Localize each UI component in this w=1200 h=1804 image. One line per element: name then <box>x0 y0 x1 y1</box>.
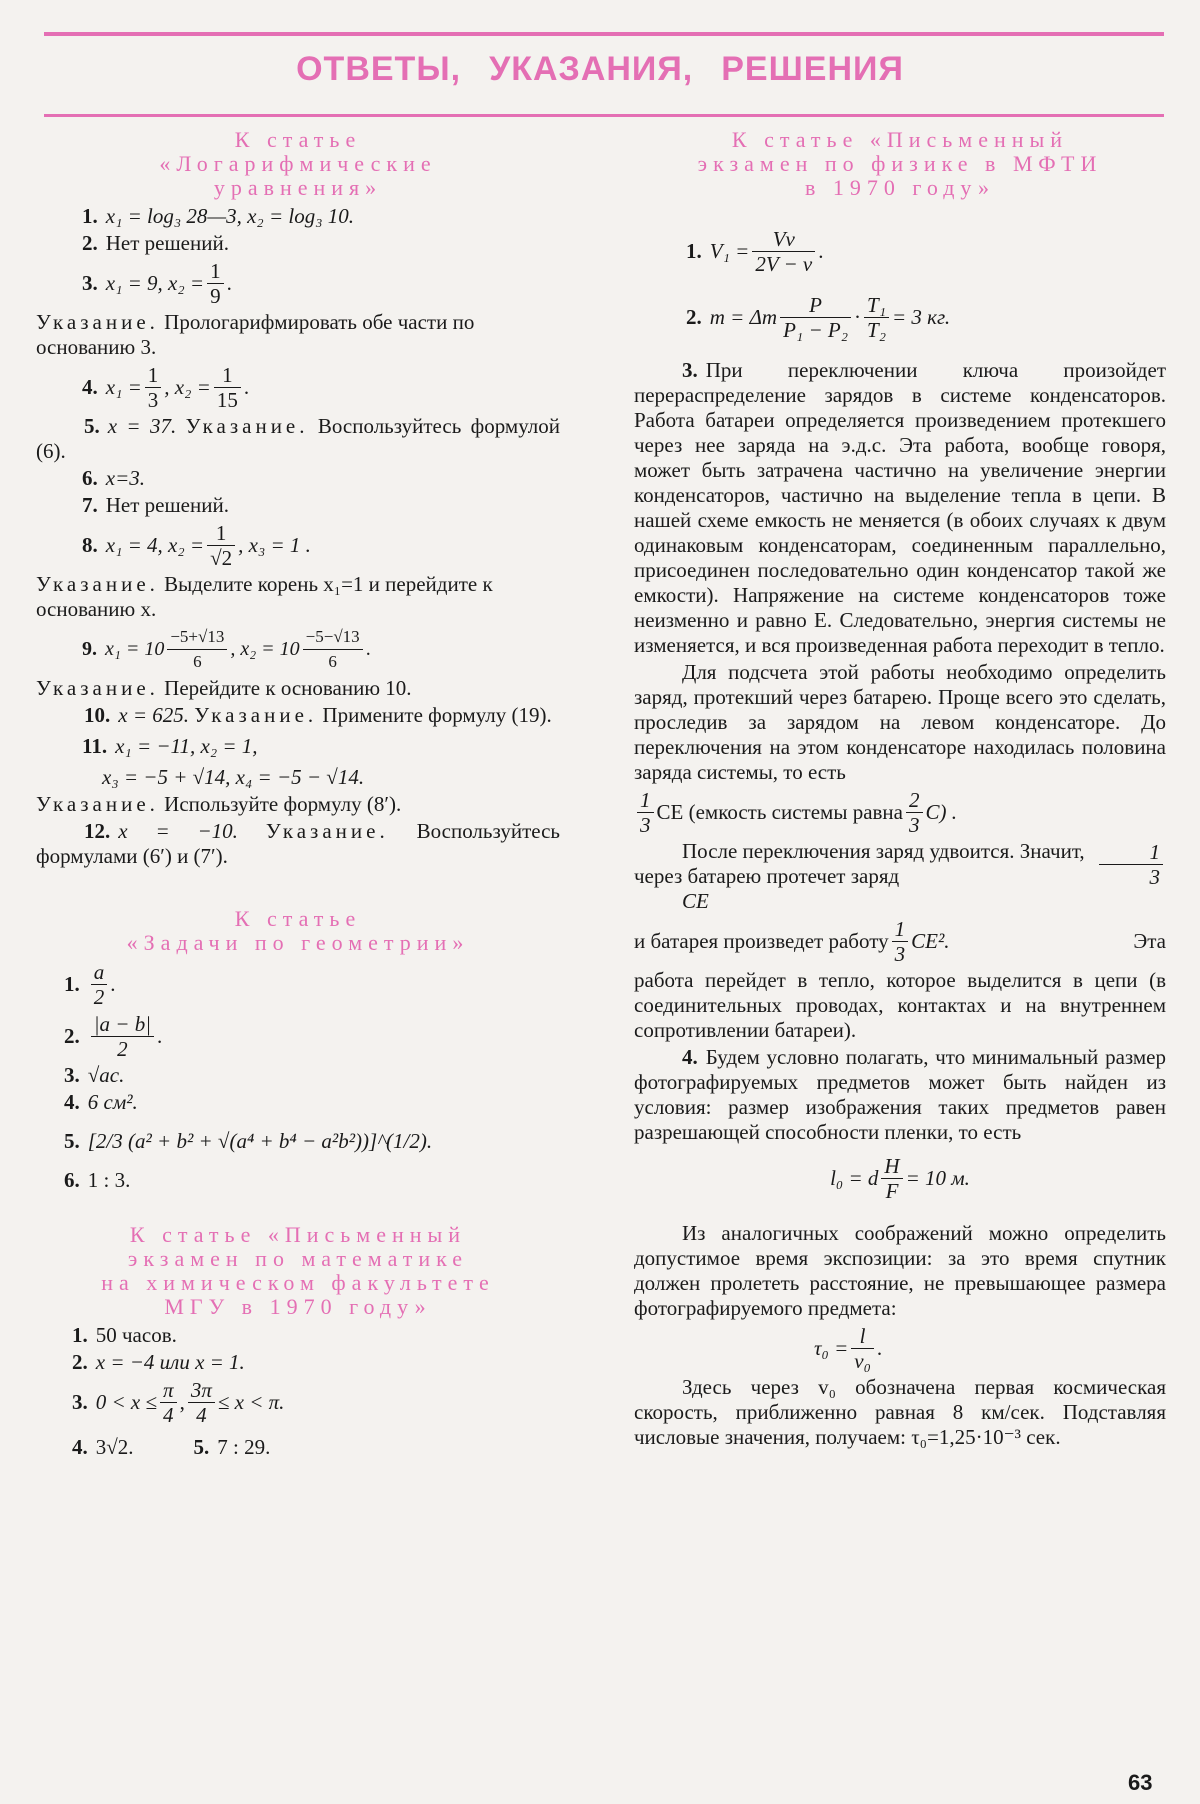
section-title-geometry: К статье «Задачи по геометрии» <box>126 906 470 955</box>
chem-answer-2: 2. x = −4 или x = 1. <box>72 1350 245 1374</box>
banner-word: РЕШЕНИЯ <box>721 50 904 88</box>
answer-8: 8. x₁ = 4, x₂ = $\frac{1}{√2}$ , x₃ = 1 . <box>82 520 311 570</box>
answer-3: 3. x₁ = 9, x₂ = $\frac{1}{9}$ . <box>82 258 232 308</box>
answer-9: 9. x₁ = 10 $\frac{-5+√13}{6}$ , x₂ = 10 $\frac{-5-√13}{6}$ . <box>82 626 371 671</box>
physics-formula-size: l₀ = d $\frac{H}{F}$ = 10 м. <box>830 1153 970 1203</box>
answer-2: 2. Нет решений. <box>82 231 229 255</box>
page-banner <box>0 50 1200 89</box>
section-title-logarithmic: К статье «Логарифмические уравнения» <box>159 127 437 200</box>
right-column <box>634 128 1166 1452</box>
page-number: 63 <box>1128 1770 1153 1795</box>
physics-paragraph: Здесь через v₀ обозначена первая космическая скорость, приближенно равная 8 км/сек. Подставляя числовые значения, получаем: τ₀=1,25·10⁻³ сек. <box>634 1375 1166 1449</box>
physics-paragraph: Для подсчета этой работы необходимо определить заряд, протекший через батарею. Проще всего это сделать, проследив за зарядом на левом конденсаторе. До переключения на этом конденсаторе находилась половина заряда системы, то есть <box>634 660 1166 784</box>
left-column <box>36 128 560 1462</box>
chem-answer-3: 3. 0 < x ≤ $\frac{\pi}{4}$ , $\frac{3\pi}{4}$ ≤ x < π. <box>72 1377 285 1427</box>
answer-11-cont: x₃ = −5 + √14, x₄ = −5 − √14. <box>102 765 365 789</box>
hint-3: Указание. Прологарифмировать обе части по основанию 3. <box>36 310 475 359</box>
banner-rule <box>44 114 1164 117</box>
geometry-answer-2: 2. $\frac{|a - b|}{2}$ . <box>64 1011 163 1061</box>
hint-9: Указание. Перейдите к основанию 10. <box>36 676 412 700</box>
hint-11: Указание. Используйте формулу (8′). <box>36 792 402 816</box>
chem-answer-4-5: 4. 3√2. 5. 7 : 29. <box>72 1435 271 1459</box>
physics-answer-1: 1. V₁ = $\frac{Vv}{2V - v}$ . <box>686 226 824 276</box>
top-rule <box>44 32 1164 36</box>
physics-paragraph: Из аналогичных соображений можно определить допустимое время экспозиции: за это время спутник должен пролететь расстояние, не превышающее размера фотографируемого предмета: <box>634 1221 1166 1320</box>
answer-7: 7. Нет решений. <box>82 493 229 517</box>
answer-4: 4. x₁ = $\frac{1}{3}$ , x₂ = $\frac{1}{15}$ . <box>82 362 250 412</box>
physics-paragraph: работа перейдет в тепло, которое выделится в цепи (в соединительных проводах, контактах и на внутреннем сопротивлении батареи). <box>634 968 1166 1042</box>
chem-answer-1: 1. 50 часов. <box>72 1323 177 1347</box>
hint-8: Указание. Выделите корень x₁=1 и перейдите к основанию x. <box>36 572 493 621</box>
physics-answer-2: 2. m = Δm $\frac{P}{\text{P₁ − P₂}}$ · $\frac{\text{T₁}}{\text{T₂}}$ = 3 кг. <box>686 292 951 342</box>
banner-word: УКАЗАНИЯ, <box>489 50 694 88</box>
answer-5: 5. x = 37. Указание. Воспользуйтесь формулой (6). <box>36 414 561 463</box>
physics-answer-3: 3. При переключении ключа произойдет перераспределение зарядов в системе конденсаторов. Работа батареи определяется произведением протекшего через нее заряда на э.д.с. Эта работа, вообще говоря, может быть затрачена частично на увеличение энергии конденсаторов, частично на выделение тепла в цепи. В нашей схеме емкость не меняется (в обоих случаях к двум одинаковым конденсаторам, соединенным параллельно, присоединен последовательно один конденсатор такой же емкости). Напряжение на системе конденсаторов тоже неизменно и равно E. Следовательно, энергия системы не изменяется, и вся произведенная работа переходит в тепло. <box>634 358 1166 657</box>
physics-paragraph: и батарея произведет работу $\frac{1}{3}$ CE². Эта <box>634 916 1166 966</box>
banner-word: ОТВЕТЫ, <box>296 50 462 88</box>
physics-formula-time: τ₀ = $\frac{l}{\text{v₀}}$ . <box>814 1323 883 1373</box>
answer-6: 6. x=3. <box>82 466 145 490</box>
section-title-chem-exam: К статье «Письменный экзамен по математике на химическом факультете МГУ в 1970 году» <box>101 1222 495 1319</box>
geometry-answer-1: 1. $\frac{a}{2}$ . <box>64 959 116 1009</box>
physics-answer-4: 4. Будем условно полагать, что минимальный размер фотографируемых предметов может быть найден из условия: размер изображения таких предметов равен разрешающей способности пленки, то есть <box>634 1045 1166 1144</box>
answer-1: 1. x₁ = log₃ 28—3, x₂ = log₃ 10. <box>82 204 355 228</box>
section-title-physics-exam: К статье «Письменный экзамен по физике в МФТИ в 1970 году» <box>697 127 1103 200</box>
geometry-answer-5: 5. [2/3 (a² + b² + √(a⁴ + b⁴ − a²b²))]^(1/2). <box>64 1129 433 1153</box>
answer-12: 12. x = −10. Указание. Воспользуйтесь формулами (6′) и (7′). <box>36 819 561 868</box>
geometry-answer-3: 3. √ac. <box>64 1063 125 1087</box>
physics-paragraph: После переключения заряд удвоится. Значит, через батарею протечет заряд $\frac{1}{3}$ CE <box>634 839 1166 914</box>
answer-10: 10. x = 625. Указание. Примените формулу (19). <box>84 703 552 727</box>
geometry-answer-4: 4. 6 см². <box>64 1090 138 1114</box>
geometry-answer-6: 6. 1 : 3. <box>64 1168 131 1192</box>
physics-formula-charge: $\frac{1}{3}$ CE (емкость системы равна $\frac{2}{3}$ C) . <box>634 787 1166 837</box>
answer-11: 11. x₁ = −11, x₂ = 1, <box>82 734 258 758</box>
